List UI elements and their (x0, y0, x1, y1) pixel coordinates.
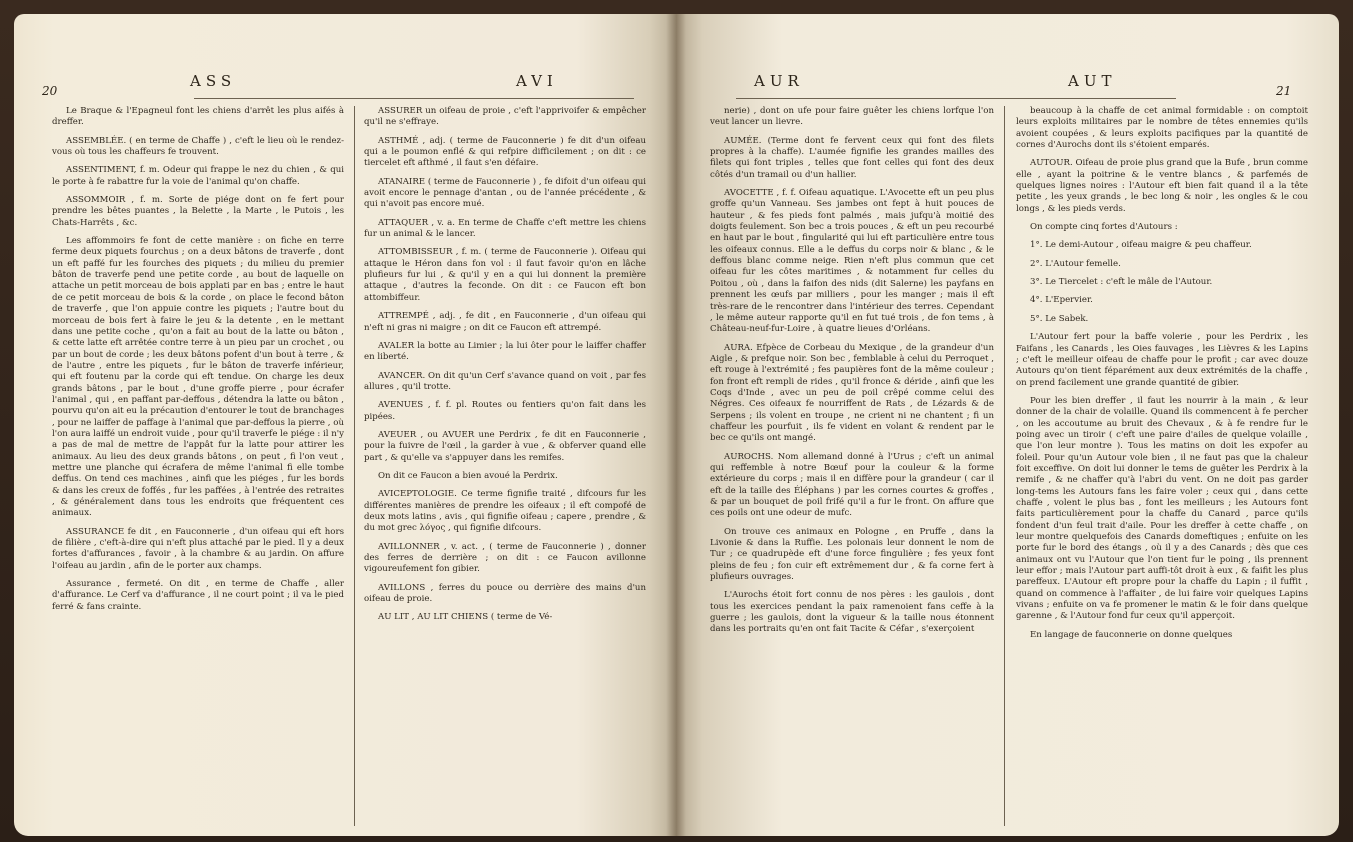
paragraph: 3°. Le Tiercelet : c'eft le mâle de l'Autour. (1030, 277, 1213, 288)
left-page-number: 20 (42, 84, 58, 98)
left-running-head-right: AVI (516, 72, 558, 90)
paragraph: ATTAQUER , v. a. En terme de Chaffe c'eft mettre les chiens fur un animal & le lancer. (364, 217, 646, 240)
paragraph: ATANAIRE ( terme de Fauconnerie ) , fe difoit d'un oifeau qui avoit encore le pennage d'antan , ou de l'année précédente , & qui n'avoit pas encore mué. (364, 176, 646, 210)
right-page-number: 21 (1276, 84, 1292, 98)
column-rule (354, 106, 355, 826)
paragraph: AUTOUR. Oifeau de proie plus grand que la Bufe , brun comme elle , ayant la poitrine & le ventre blancs , & parfemés de quelques lignes noires : l'Autour eft bien fait quand il a la tête petite , les yeux grands , le bec long & noir , les ongles & le cou longs , & les pieds verds. (1016, 158, 1308, 214)
paragraph: On trouve ces animaux en Pologne , en Pruffe , dans la Livonie & dans la Ruffie. Les polonais leur donnent le nom de Tur ; ce quadrupède eft d'une force fingulière ; fes yeux font pleins de feu ; fon cuir eft extrêmement dur , & fa corne fert à plufieurs ouvrages. (710, 526, 994, 583)
left-page (14, 14, 676, 836)
paragraph: AVANCER. On dit qu'un Cerf s'avance quand on voit , par fes allures , qu'il trotte. (364, 370, 646, 392)
paragraph: 4°. L'Epervier. (1030, 295, 1093, 306)
header-rule (194, 98, 634, 99)
right-running-head-right: AUT (1068, 72, 1117, 90)
paragraph: ASSENTIMENT, f. m. Odeur qui frappe le nez du chien , & qui le porte à fe rabattre fur la voie de l'animal qu'on chaffe. (52, 165, 344, 187)
left-column-1 (52, 106, 344, 620)
right-page (676, 14, 1339, 836)
paragraph: ASSEMBLÉE. ( en terme de Chaffe ) , c'eft le lieu où le rendez-vous où tous les chaffeurs fe trouvent. (52, 135, 344, 158)
paragraph: AUROCHS. Nom allemand donné à l'Urus ; c'eft un animal qui reffemble à notre Bœuf pour la couleur & la forme extérieure du corps ; mais il en diffère pour la grandeur ( car il eft de la taille des Éléphans ) par les cornes courtes & groffes , & par un bouquet de poil frifé qu'il a fur le front. On affure que ces poils ont une odeur de mufc. (710, 451, 994, 519)
paragraph: AVILLONS , ferres du pouce ou derrière des mains d'un oifeau de proie. (364, 582, 646, 605)
paragraph: AVOCETTE , f. f. Oifeau aquatique. L'Avocette eft un peu plus groffe qu'un Vanneau. Ses jambes ont fept à huit pouces de hauteur , & fes pieds font palmés , mais jufqu'à moitié des doigts feulement. Son bec a trois pouces , & eft un peu recourbé en haut par le bout , fingularité qui lui eft particulière entre tous les oifeaux connus. Elle a le deffus du corps noir & blanc , & le deffous blanc comme neige. Rien n'eft plus commun que cet oifeau fur les côtes maritimes , & notamment fur celles du Poitou , où , dans la faifon des nids (dit Salerne) les payfans en prennent les œufs par milliers , pour les manger ; mais il eft très-rare de le rencontrer dans l'intérieur des terres. Cependant , le même auteur rapporte qu'il en fut tué trois , de fon tems , à Château-neuf-fur-Loire , à quatre lieues d'Orléans. (710, 188, 994, 335)
paragraph: ATTOMBISSEUR , f. m. ( terme de Fauconnerie ). Oifeau qui attaque le Héron dans fon vol : il faut favoir qu'on en lâche plufieurs fur lui , & qu'il y en a qui lui donnent la première attaque , d'autres la feconde. On dit : ce Faucon eft bon attombiffeur. (364, 247, 646, 303)
paragraph: L'Autour fert pour la baffe volerie , pour les Perdrix , les Faifans , les Canards , les Oies fauvages , les Lièvres & les Lapins ; c'eft le meilleur oifeau de chaffe pour le profit ; car avec douze Autours qu'on tient féparément aux deux extrémités de la chaffe , on prend facilement une grande quantité de gibier. (1016, 332, 1308, 388)
paragraph: beaucoup à la chaffe de cet animal formidable : on comptoit leurs exploits militaires par le nombre de têtes ennemies qu'ils avoient coupées , & leurs exploits pacifiques par la quantité de cornes d'Aurochs dont ils s'étoient emparés. (1016, 106, 1308, 151)
paragraph: ASTHMÉ , adj. ( terme de Fauconnerie ) fe dit d'un oifeau qui a le poumon enflé & qui refpire difficilement ; on dit : ce tiercelet eft afthmé , il faut s'en défaire. (364, 135, 646, 169)
left-column-2 (364, 106, 646, 631)
paragraph: AVILLONNER , v. act. , ( terme de Fauconnerie ) , donner des ferres de derrière ; on dit : ce Faucon avillonne vigoureufement fon gibier. (364, 541, 646, 575)
paragraph: ASSURANCE fe dit , en Fauconnerie , d'un oifeau qui eft hors de filière , c'eft-à-dire qui n'eft plus attaché par le pied. Il y a deux fortes d'affurances , favoir , à la chambre & au jardin. On affure l'oifeau au jardin , afin de le porter aux champs. (52, 526, 344, 571)
paragraph: nerie) , dont on ufe pour faire guêter les chiens lorfque l'on veut lancer un lievre. (710, 106, 994, 128)
header-rule (736, 98, 1176, 99)
paragraph: L'Aurochs étoit fort connu de nos pères : les gaulois , dont tous les exercices pendant la paix ramenoient fans ceffe à la guerre ; les gaulois, dont la vigueur & la taille nous étonnent dans les portraits qu'en ont fait Tacite & Céfar , s'exerçoient (710, 590, 994, 635)
right-column-1 (710, 106, 994, 643)
paragraph: En langage de fauconnerie on donne quelques (1030, 629, 1233, 640)
paragraph: Les affommoirs fe font de cette manière : on fiche en terre ferme deux piquets fourchus ; on a deux bâtons de traverfe , dont un eft paffé fur les fourches des piquets ; du milieu du premier bâton de traverfe pend une petite corde , au bout de laquelle on attache un petit morceau de bois applati par en bas ; entre le haut de ce petit morceau de bois & la corde , on place le fecond bâton de traverfe , que l'on appuie contre les piquets ; l'autre bout du morceau de bois fert à faire le jeu & la detente , en le mettant dans une petite coche , qu'on a fait au bout de la latte ou bâton , & cette latte eft arrêtée contre terre à un pieu par un crochet , ou par un bout de corde ; les deux bâtons pofent d'un bout à terre , & de l'autre , entre les piquets , fur le bâton de traverfe inférieur, qui eft foutenu par la corde qui eft tendue. On charge les deux grands bâtons , par le bout , d'une groffe pierre , pour écrafer l'animal , qui , en paffant par-deffous , détendra la latte ou bâton , pourvu qu'on ait eu la précaution d'entourer le tout de branchages , pour ne laiffer de paffage à l'animal que par-deffous la pierre , où l'on aura laiffé un endroit vuide , pour qu'il traverfe le piége : il n'y a pas de mal de mettre de l'appât fur la latte pour attirer les animaux. Au lieu des deux grands bâtons , on peut , fi l'on veut , mettre une planche qui écrafera de même l'animal fi elle tombe deffus. On tend ces machines , ainfi que les piéges , fur les bords & dans les creux de foffés , fur les paffées , à l'entrée des retraites , & généralement dans tous les endroits que fréquentent ces animaux. (52, 236, 345, 519)
column-rule (1004, 106, 1005, 826)
paragraph: ATTREMPÉ , adj. , fe dit , en Fauconnerie , d'un oifeau qui n'eft ni gras ni maigre ; on dit ce Faucon eft attrempé. (364, 311, 646, 333)
book-gutter (666, 14, 686, 836)
paragraph: ASSURER un oifeau de proie , c'eft l'apprivoifer & empêcher qu'il ne s'effraye. (364, 106, 646, 128)
paragraph: AVEUER , ou AVUER une Perdrix , fe dit en Fauconnerie , pour la fuivre de l'œil , la garder à vue , & obferver quand elle part , & qu'elle va s'appuyer dans les remifes. (364, 429, 646, 463)
paragraph: Assurance , fermeté. On dit , en terme de Chaffe , aller d'affurance. Le Cerf va d'affurance , il ne court point ; il va le pied ferré & fans crainte. (52, 579, 344, 612)
paragraph: 5°. Le Sabek. (1030, 313, 1089, 324)
paragraph: Pour les bien dreffer , il faut les nourrir à la main , & leur donner de la chair de volaille. Quand ils commencent à fe percher , on les accoutume au bruit des Chevaux , & à fe rendre fur le poing avec un tiroir ( c'eft une paire d'ailes de quelque volaille , que l'on leur montre ). Tous les matins on doit les expofer au foleil. Pour qu'un Autour vole bien , il ne faut pas que la chaleur foit exceffive. On doit lui donner le tems de guêter les Perdrix à la remife , & ne chaffer qu'à l'abri du vent. On ne doit pas garder long-tems les Autours fans les faire voler ; ceux qui , dans cette chaffe , volent le plus bas , font les meilleurs ; les Autours font faits particulièrement pour la chaffe du Canard , parce qu'ils fondent d'un feul trait d'aile. Pour les dreffer à cette chaffe , on leur montre quelquefois des Canards domeftiques ; enfuite on les porte fur le bord des étangs , où il y a des Canards ; dès que ces animaux ont vu l'Autour que l'on tient fur le poing , ils prennent leur effor ; mais l'Autour part auffi-tôt droit à eux , & faifit les plus pareffeux. L'Autour eft propre pour la chaffe du Lapin ; il fuffit , quand on commence à l'affaiter , de lui faire voir quelques Lapins vivans ; enfuite on va fe promener le matin & le foir dans quelque garenne , & l'Autour fond fur ceux qu'il apperçoit. (1016, 395, 1308, 622)
paragraph: ASSOMMOIR , f. m. Sorte de piége dont on fe fert pour prendre les bêtes puantes , la Belette , la Marte , le Putois , les Chats-Harrêts , &c. (52, 195, 344, 228)
paragraph: 2°. L'Autour femelle. (1030, 258, 1121, 269)
paragraph: AUMÉE. (Terme dont fe fervent ceux qui font des filets propres à la chaffe). L'aumée fignifie les grandes mailles des filets qui font triples , telles que font celles qui font des deux côtés d'un tramail ou d'un hallier. (710, 135, 994, 180)
paragraph: On compte cinq fortes d'Autours : (1030, 222, 1178, 233)
left-running-head-left: ASS (190, 72, 237, 90)
paragraph: 1°. Le demi-Autour , oifeau maigre & peu chaffeur. (1030, 240, 1252, 251)
right-column-2 (1016, 106, 1308, 648)
paragraph: Le Braque & l'Epagneul font les chiens d'arrêt les plus aifés à dreffer. (52, 106, 344, 128)
paragraph: AVENUES , f. f. pl. Routes ou fentiers qu'on fait dans les pipées. (364, 400, 646, 422)
right-running-head-left: AUR (754, 72, 804, 90)
paragraph: AVALER la botte au Limier ; la lui ôter pour le laiffer chaffer en liberté. (364, 340, 646, 363)
paragraph: AURA. Efpèce de Corbeau du Mexique , de la grandeur d'un Aigle , & prefque noir. Son bec , femblable à celui du Perroquet , eft rouge à l'extrémité ; fes paupières font de la même couleur ; fon front eft rempli de rides , qu'il fronce & déride , ainfi que les Coqs d'Inde , avec un peu de poil crêpé comme celui des Négres. Ces oifeaux fe nourriffent de Rats , de Lézards & de Serpens ; ils volent en troupe , ne crient ni ne chantent ; fi un chaffeur les pourfuit , ils fe vident en volant & rendent par le bec ce qu'ils ont mangé. (710, 342, 994, 444)
paragraph: AVICEPTOLOGIE. Ce terme fignifie traité , difcours fur les différentes manières de prendre les oifeaux ; il eft compofé de deux mots latins , avis , qui fignifie oifeau ; capere , prendre , & du mot grec λόγος , qui fignifie difcours. (364, 489, 646, 534)
paragraph: On dit ce Faucon a bien avoué la Perdrix. (378, 470, 558, 481)
paragraph: AU LIT , AU LIT CHIENS ( terme de Vé- (378, 612, 553, 623)
